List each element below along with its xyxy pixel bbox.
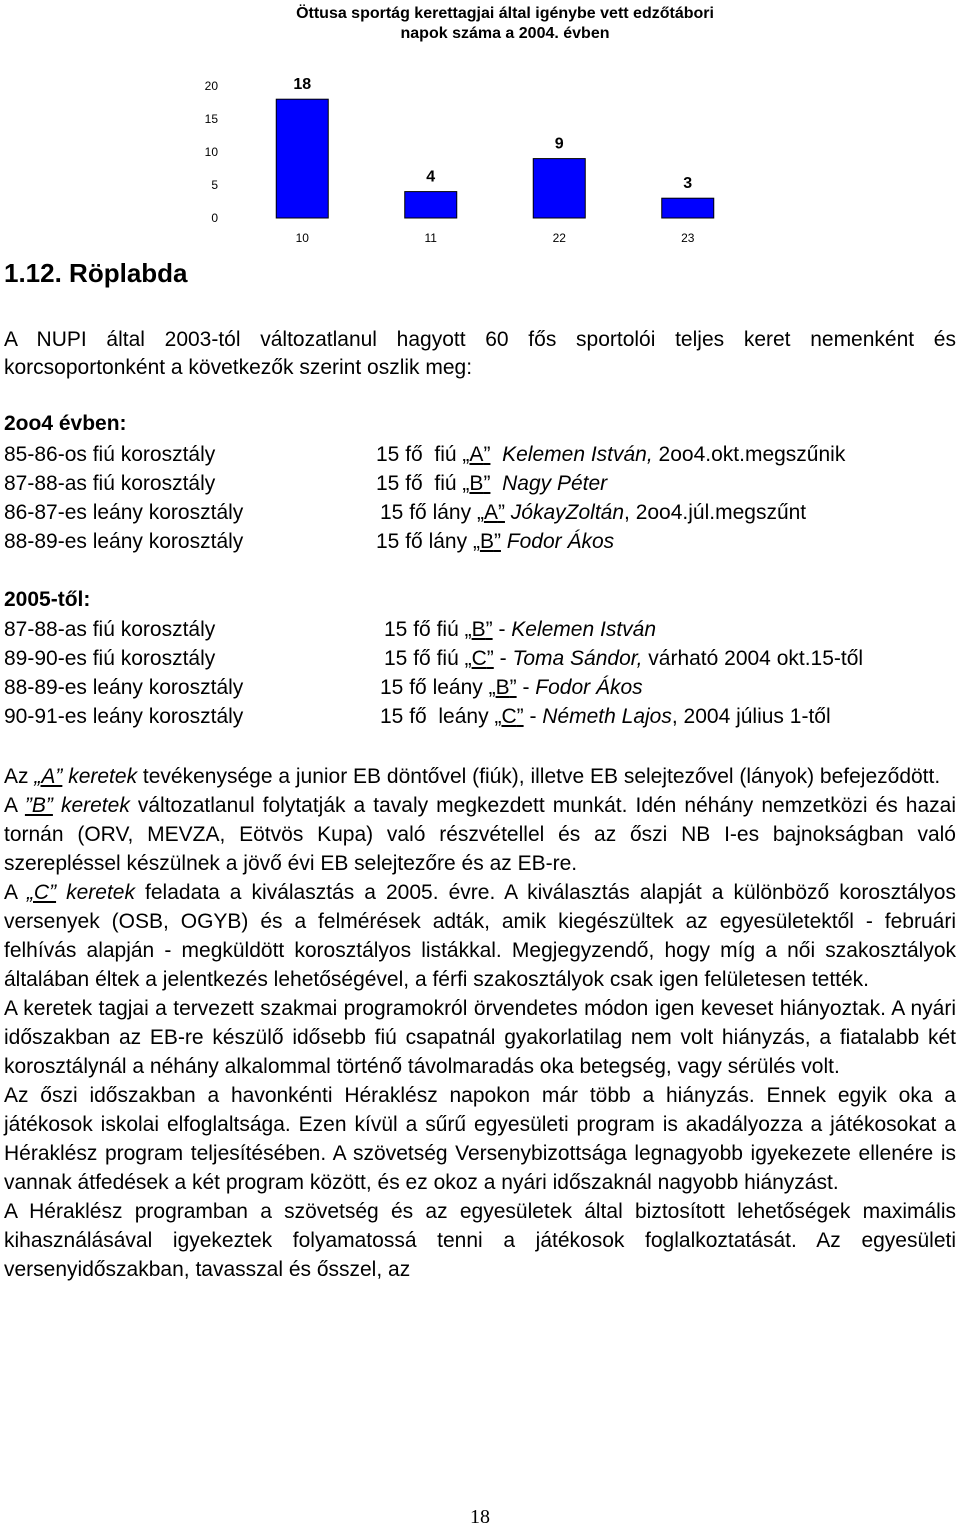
roster-group: fiú	[434, 443, 457, 466]
intro-paragraph: A NUPI által 2003-tól változatlanul hagyott 60 fős sportolói teljes keret nemenként és korcsoportonként a következők szerint oszlik meg:	[4, 328, 956, 379]
roster-category: 88-89-es leány korosztály	[4, 530, 244, 553]
roster-count: 15 fő	[376, 443, 423, 466]
roster-team: „A”	[462, 443, 491, 466]
data-label: 4	[426, 168, 436, 186]
x-tick-label: 23	[681, 231, 695, 245]
roster-group: fiú	[434, 472, 457, 495]
roster-2005-row	[4, 702, 956, 731]
roster-description: 15 fő leány „C” - Németh Lajos, 2004 július 1-től	[380, 705, 831, 728]
bar	[533, 159, 585, 218]
roster-coach: Fodor Ákos	[535, 676, 643, 699]
roster-count: 15 fő	[380, 705, 427, 728]
bar	[276, 99, 328, 218]
chart-title: Öttusa sportág kerettagjai által igénybe vett edzőtábori napok száma a 2004. évben	[296, 5, 714, 42]
paragraph: A „C” keretek feladata a kiválasztás a 2005. évre. A kiválasztás alapját a különböző korosztályos versenyek (OSB, OGYB) és a felmérések adták, amik kiegészültek az egyesületektől - februári felhívás alapján - megküldött korosztályos listákkal. Megjegyzendő, hogy míg a női szakosztályok általában éltek a jelentkezés lehetőségével, a férfi szakosztályok csak igen felületesen tették.	[4, 881, 956, 991]
roster-category: 86-87-es leány korosztály	[4, 501, 244, 524]
x-tick-label: 10	[295, 231, 309, 245]
roster-coach: Toma Sándor,	[512, 647, 643, 670]
roster-2005-heading: 2005-től:	[4, 588, 91, 611]
roster-coach: Nagy Péter	[502, 472, 608, 495]
roster-2005-row	[4, 644, 956, 673]
roster-category: 88-89-es leány korosztály	[4, 676, 244, 699]
roster-description	[376, 469, 607, 498]
roster-coach: Németh Lajos	[542, 705, 672, 728]
roster-2004-row	[4, 498, 956, 527]
roster-description: 15 fő leány „B” - Fodor Ákos	[380, 676, 643, 699]
roster-category: 87-88-as fiú korosztály	[4, 472, 216, 495]
roster-team: „B”	[462, 472, 491, 495]
paragraph: A Héraklész programban a szövetség és az egyesületek által biztosított lehetőségek maximális kihasználásával igyekeztek folyamatossá tenni a játékosok foglalkoztatását. Az egyesületi versenyidőszakban, tavasszal és ősszel, az	[4, 1200, 956, 1281]
paragraph: A ”B” keretek változatlanul folytatják a tavaly megkezdett munkát. Idén néhány nemzetközi és hazai tornán (ORV, MEVZA, Eötvös Kupa) való részvétellel és az őszi NB I-es bajnokságban való szerepléssel készülnek a jövő évi EB selejtezőre és az EB-re.	[4, 794, 956, 875]
roster-team: „A”	[476, 501, 505, 524]
roster-2005-row	[4, 673, 956, 702]
roster-2005-row	[4, 615, 956, 644]
roster-category: 90-91-es leány korosztály	[4, 705, 244, 728]
paragraph: Az őszi időszakban a havonkénti Héraklész napokon már több a hiányzás. Ennek egyik oka a játékosok iskolai elfoglaltsága. Ezen kívül a sűrű egyesületi program is akadályozza a játékosokat a Héraklész program teljesítésében. A szövetség Versenybizottsága legnagyobb igyekezete ellenére is vannak átfedések a két program között, és ez okoz a nyári időszaknál nagyobb hiányzást.	[4, 1084, 956, 1194]
paragraph: Az „A” keretek tevékenysége a junior EB döntővel (fiúk), illetve EB selejtezővel (lányok) befejeződött.	[4, 765, 941, 788]
roster-coach: Kelemen István	[511, 618, 657, 641]
roster-count: 15 fő	[380, 501, 427, 524]
bar-chart	[0, 0, 960, 260]
y-tick-label: 0	[211, 211, 218, 225]
paragraph: A keretek tagjai a tervezett szakmai programokról örvendetes módon igen keveset hiányoztak. A nyári időszakban az EB-re készülő idősebb fiú csapatnál gyakorlatilag nem volt hiányzás, a fiatalabb két korosztálynál a néhány alkalommal történő távolmaradás oka betegség, vagy sérülés volt.	[4, 997, 956, 1078]
y-tick-label: 5	[211, 178, 218, 192]
section-heading: 1.12. Röplabda	[4, 258, 188, 288]
roster-count: 15 fő	[380, 676, 427, 699]
roster-2004-row	[4, 440, 956, 469]
x-tick-label: 11	[424, 231, 437, 245]
y-tick-label: 20	[204, 79, 218, 93]
roster-note: , 2004 július 1-től	[671, 705, 831, 728]
y-tick-label: 15	[204, 112, 218, 126]
roster-team: „B”	[488, 676, 517, 699]
roster-team: „C”	[494, 705, 524, 728]
roster-description	[376, 440, 845, 469]
bar	[662, 198, 714, 218]
roster-category: 87-88-as fiú korosztály	[4, 618, 216, 641]
roster-group: leány	[432, 676, 483, 699]
data-label: 18	[293, 76, 312, 94]
roster-team: „B”	[472, 530, 501, 553]
roster-description: 15 fő fiú „B” - Kelemen István	[384, 618, 657, 641]
roster-count: 15 fő	[384, 618, 431, 641]
roster-note: várható 2004 okt.15-től	[648, 647, 864, 670]
roster-2004-heading: 2oo4 évben:	[4, 412, 127, 435]
roster-description	[376, 527, 614, 556]
roster-team: „B”	[464, 618, 493, 641]
roster-group: leány	[438, 705, 489, 728]
y-tick-label: 10	[204, 145, 218, 159]
roster-count: 15 fő	[376, 530, 423, 553]
roster-group: lány	[432, 501, 472, 524]
roster-coach: Fodor Ákos	[506, 530, 615, 553]
bar	[405, 192, 457, 218]
roster-count: 15 fő	[376, 472, 423, 495]
roster-description: 15 fő fiú „C” - Toma Sándor, várható 2004 okt.15-től	[384, 647, 864, 670]
roster-team: „C”	[464, 647, 494, 670]
x-tick-label: 22	[552, 231, 566, 245]
roster-group: fiú	[436, 618, 459, 641]
roster-2004-row	[4, 527, 956, 556]
roster-count: 15 fő	[384, 647, 431, 670]
roster-note: , 2oo4.júl.megszűnt	[624, 501, 807, 524]
roster-coach: Kelemen István,	[502, 443, 653, 466]
roster-note: 2oo4.okt.megszűnik	[658, 443, 846, 466]
roster-description	[380, 498, 806, 527]
roster-group: lány	[428, 530, 468, 553]
roster-category: 85-86-os fiú korosztály	[4, 443, 216, 466]
data-label: 9	[554, 135, 564, 153]
data-label: 3	[683, 175, 693, 193]
roster-group: fiú	[436, 647, 459, 670]
roster-coach: JókayZoltán	[510, 501, 625, 524]
page-number: 18	[470, 1506, 490, 1528]
body-text	[4, 762, 956, 1284]
roster-2004-row	[4, 469, 956, 498]
roster-category: 89-90-es fiú korosztály	[4, 647, 216, 670]
